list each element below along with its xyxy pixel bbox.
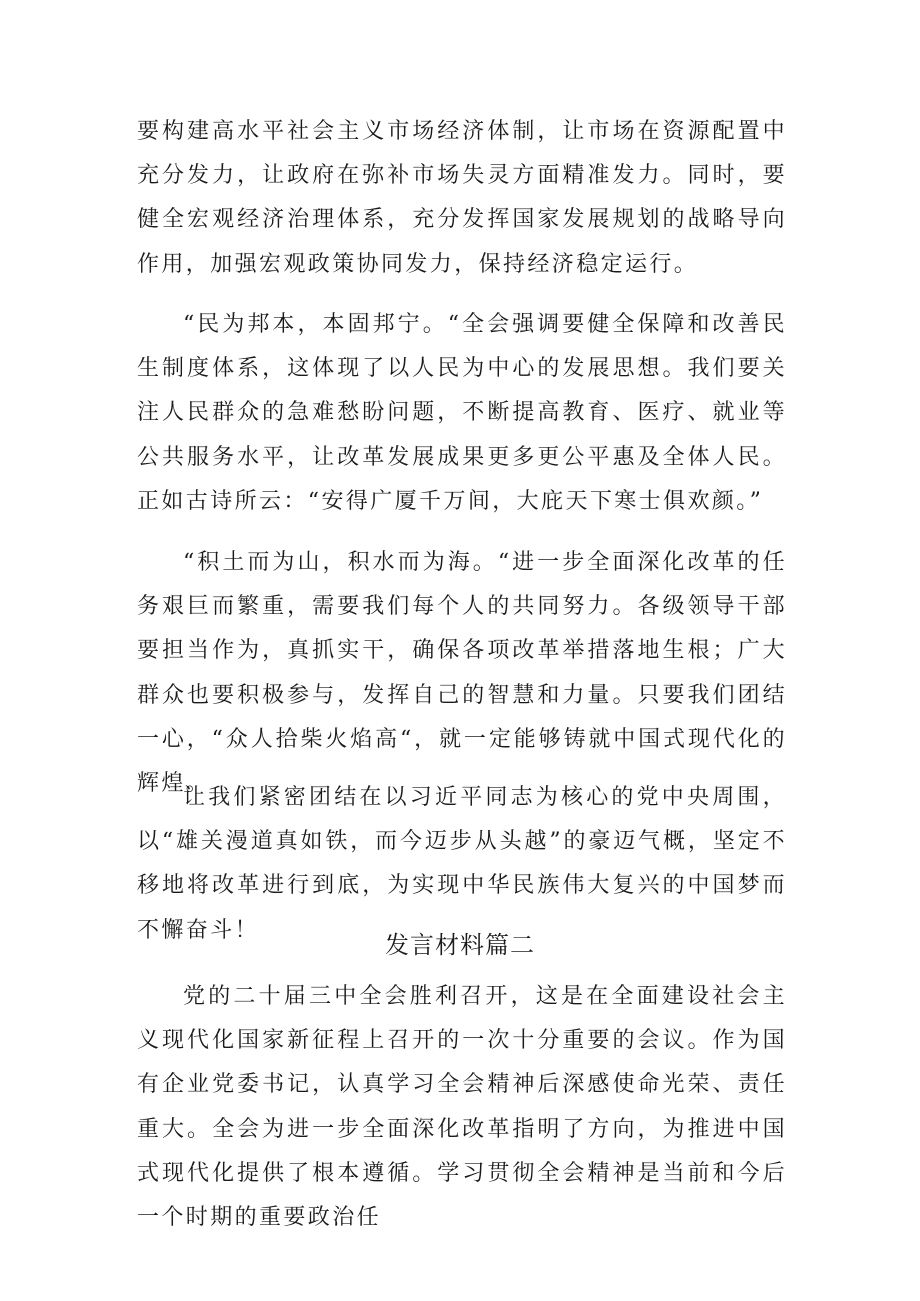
- section-heading: 发言材料篇二: [385, 931, 535, 959]
- paragraph-collective-effort: “积土而为山，积水而为海。“进一步全面深化改革的任务艰巨而繁重，需要我们每个人的共同努力。各级领导干部要担当作为，真抓实干，确保各项改革举措落地生根；广大群众也要积极参与，发挥自己的智慧和力量。只要我们团结一心，“众人拾柴火焰高“，就一定能够铸就中国式现代化的辉煌。: [137, 550, 787, 797]
- paragraph-closing-call: 让我们紧密团结在以习近平同志为核心的党中央周围，以“雄关漫道真如铁，而今迈步从头越”的豪迈气概，坚定不移地将改革进行到底，为实现中华民族伟大复兴的中国梦而不懈奋斗！: [137, 785, 787, 943]
- paragraph-section-two-intro: 党的二十届三中全会胜利召开，这是在全面建设社会主义现代化国家新征程上召开的一次十分重要的会议。作为国有企业党委书记，认真学习全会精神后深感使命光荣、责任重大。全会为进一步全面深化改革指明了方向，为推进中国式现代化提供了根本遵循。学习贯彻全会精神是当前和今后一个时期的重要政治任: [137, 984, 787, 1231]
- paragraph-continuation: 要构建高水平社会主义市场经济体制，让市场在资源配置中充分发力，让政府在弥补市场失灵方面精准发力。同时，要健全宏观经济治理体系，充分发挥国家发展规划的战略导向作用，加强宏观政策协同发力，保持经济稳定运行。: [137, 119, 787, 277]
- paragraph-people-livelihood: “民为邦本，本固邦宁。“全会强调要健全保障和改善民生制度体系，这体现了以人民为中心的发展思想。我们要关注人民群众的急难愁盼问题，不断提高教育、医疗、就业等公共服务水平，让改革发展成果更多更公平惠及全体人民。正如古诗所云：“安得广厦千万间，大庇天下寒士俱欢颜。”: [137, 312, 787, 514]
